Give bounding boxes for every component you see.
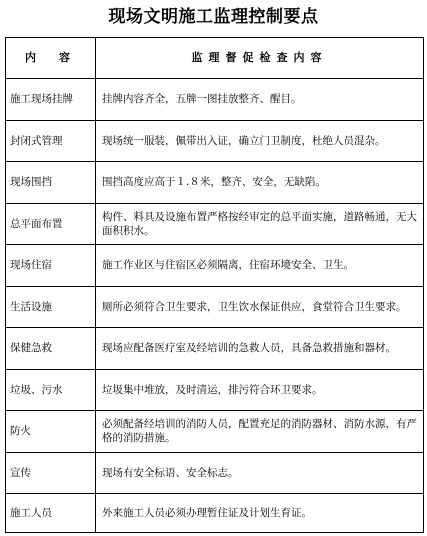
- table-row: [6, 494, 424, 533]
- row-item: 总平面布置: [6, 203, 96, 245]
- row-requirement: 围挡高度应高于１.８米，整齐、安全，无缺陷。: [96, 162, 424, 204]
- table-row: [6, 203, 424, 245]
- table-header-row: [6, 38, 424, 79]
- table-row: [6, 162, 424, 204]
- header-requirement: 监理督促检查内容: [96, 38, 424, 79]
- table-row: [6, 369, 424, 411]
- header-item: 内 容: [6, 38, 96, 79]
- row-requirement: 垃圾集中堆放，及时清运，排污符合环卫要求。: [96, 369, 424, 411]
- table-row: [6, 452, 424, 494]
- row-item: 生活设施: [6, 286, 96, 328]
- table-row: [6, 245, 424, 287]
- table-row: [6, 286, 424, 328]
- row-requirement: 挂牌内容齐全，五牌一图挂放整齐、醒目。: [96, 79, 424, 121]
- row-requirement: 现场应配备医疗室及经培训的急救人员，具备急救措施和器材。: [96, 328, 424, 370]
- table-row: [6, 328, 424, 370]
- row-item: 施工人员: [6, 494, 96, 533]
- row-requirement: 施工作业区与住宿区必须隔离，住宿环境安全、卫生。: [96, 245, 424, 287]
- row-item: 垃圾、污水: [6, 369, 96, 411]
- document-title: 现场文明施工监理控制要点: [108, 7, 319, 27]
- row-requirement: 现场统一服装，佩带出入证，确立门卫制度，杜绝人员混杂。: [96, 120, 424, 162]
- supervision-table: [5, 37, 424, 533]
- row-requirement: 外来施工人员必须办理暂住证及计划生育证。: [96, 494, 424, 533]
- row-requirement: 必须配备经培训的消防人员，配置充足的消防器材、消防水源，有严格的消防措施。: [96, 411, 424, 453]
- row-item: 现场住宿: [6, 245, 96, 287]
- row-item: 保健急救: [6, 328, 96, 370]
- table-row: [6, 411, 424, 453]
- row-item: 封闭式管理: [6, 120, 96, 162]
- row-item: 防火: [6, 411, 96, 453]
- row-item: 现场围挡: [6, 162, 96, 204]
- row-item: 宣传: [6, 452, 96, 494]
- row-requirement: 现场有安全标语、安全标志。: [96, 452, 424, 494]
- row-requirement: 构件、料具及设施布置严格按经审定的总平面实施，道路畅通，无大面积积水。: [96, 203, 424, 245]
- table-row: [6, 120, 424, 162]
- row-item: 施工现场挂牌: [6, 79, 96, 121]
- row-requirement: 厕所必须符合卫生要求，卫生饮水保证供应，食堂符合卫生要求。: [96, 286, 424, 328]
- table-row: [6, 79, 424, 121]
